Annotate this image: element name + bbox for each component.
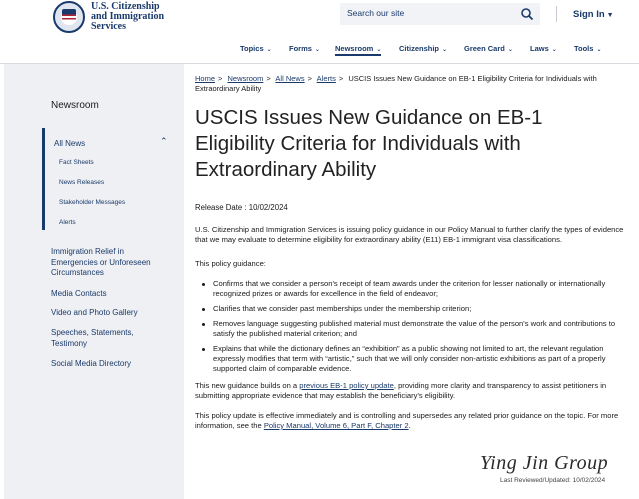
uscis-seal-logo[interactable] — [53, 1, 85, 33]
agency-name[interactable] — [91, 2, 164, 32]
list-item: Clarifies that we consider past memberships under the membership criterion; — [195, 304, 625, 314]
main-nav — [0, 44, 639, 58]
breadcrumb-home[interactable]: Home — [195, 74, 216, 83]
nav-tools[interactable] — [574, 44, 601, 53]
nav-newsroom[interactable] — [335, 44, 381, 56]
sidebar-item-news-releases[interactable]: News Releases — [59, 179, 105, 186]
sidebar-item-social-media[interactable]: Social Media Directory — [51, 359, 132, 368]
breadcrumb-alerts[interactable]: Alerts — [316, 74, 336, 83]
agency-line-1: U.S. Citizenship — [91, 1, 160, 12]
breadcrumb-newsroom[interactable]: Newsroom — [227, 74, 264, 83]
list-item: Explains that while the dictionary defines an “exhibition” as a public showing not limited to art, the relevant regulation expressly modifies that term with “artistic,” such that we will only consider non-artistic exhibitions as part of a properly supported claim of comparable evidence. — [195, 344, 625, 374]
sign-in-label: Sign In — [573, 9, 605, 20]
search-icon[interactable] — [520, 7, 534, 21]
main-content — [195, 74, 625, 431]
chevron-down-icon: ⌄ — [314, 47, 320, 53]
guidance-text-end: , providing more clarity and transparency to assist petitioners in submitting appropriate evidence that may establish the beneficiary's eligibility. — [195, 381, 607, 400]
guidance-list — [195, 279, 625, 374]
nav-citizenship[interactable] — [399, 44, 447, 53]
caret-down-icon: ▼ — [606, 12, 614, 19]
sidebar-item-fact-sheets[interactable]: Fact Sheets — [59, 159, 94, 166]
list-item: Confirms that we consider a person's receipt of team awards under the criterion for lesser nationally or internationally recognized prizes or awards for excellence in the field of endeavor; — [195, 279, 625, 299]
search-placeholder: Search our site — [347, 8, 405, 18]
search-input[interactable] — [340, 3, 540, 25]
seal-shield-icon — [62, 9, 76, 25]
effective-text-end: . — [408, 421, 411, 430]
sidebar-item-stakeholder-messages[interactable]: Stakeholder Messages — [59, 199, 126, 206]
sign-in-button[interactable] — [573, 9, 614, 20]
list-item: Removes language suggesting published material must demonstrate the value of the person's work and contributions to satisfy the published material criterion; and — [195, 319, 625, 339]
intro-paragraph: U.S. Citizenship and Immigration Services is issuing policy guidance in our Policy Manual to further clarify the types of evidence that we may evaluate to determine eligibility for extraordinary ability (E11) EB-1 immigrant visa classifications. — [195, 225, 624, 244]
site-header — [0, 0, 639, 64]
sidebar-item-immigration-relief[interactable]: Immigration Relief in Emergencies or Unforeseen Circumstances — [51, 247, 151, 277]
policy-manual-link[interactable]: Policy Manual, Volume 6, Part F, Chapter 2 — [263, 421, 409, 430]
release-date: Release Date : 10/02/2024 — [195, 203, 288, 212]
page-title: USCIS Issues New Guidance on EB-1 Eligibility Criteria for Individuals with Extraordinary Ability — [195, 106, 543, 181]
nav-laws-label: Laws — [530, 44, 549, 53]
breadcrumb-current: USCIS Issues New Guidance on EB-1 Eligibility Criteria for Individuals with Extraordinary Ability — [195, 74, 597, 93]
effective-paragraph — [195, 411, 625, 431]
chevron-down-icon: ⌄ — [551, 47, 557, 53]
chevron-down-icon: ⌄ — [376, 47, 382, 53]
sidebar-item-speeches[interactable]: Speeches, Statements, Testimony — [51, 328, 134, 348]
last-reviewed: Last Reviewed/Updated: 10/02/2024 — [500, 477, 606, 484]
sidebar-group-all-news — [42, 128, 184, 230]
chevron-down-icon: ⌄ — [266, 47, 272, 53]
nav-green-card[interactable] — [464, 44, 513, 53]
nav-newsroom-label: Newsroom — [335, 44, 374, 53]
chevron-up-icon[interactable]: ⌃ — [160, 136, 168, 146]
header-divider — [556, 6, 557, 22]
effective-text-start: This policy update is effective immediately and is controlling and supersedes any related prior guidance on the topic. For more information, see the — [195, 411, 619, 430]
chevron-down-icon: ⌄ — [507, 47, 513, 53]
agency-line-2: and Immigration — [91, 11, 165, 22]
lead-paragraph: This policy guidance: — [195, 259, 266, 268]
breadcrumb: Home > Newsroom > All News > Alerts > USCIS Issues New Guidance on EB-1 Eligibility Criteria for Individuals with Extraordinary Ability — [195, 74, 597, 93]
sidebar-item-all-news[interactable]: All News — [54, 139, 86, 148]
sidebar-item-video-photo-gallery[interactable]: Video and Photo Gallery — [51, 308, 138, 317]
chevron-down-icon: ⌄ — [596, 47, 602, 53]
nav-forms-label: Forms — [289, 44, 312, 53]
breadcrumb-all-news[interactable]: All News — [275, 74, 305, 83]
nav-citizenship-label: Citizenship — [399, 44, 440, 53]
guidance-paragraph — [195, 381, 625, 401]
nav-laws[interactable] — [530, 44, 557, 53]
nav-tools-label: Tools — [574, 44, 594, 53]
watermark-signature: Ying Jin Group — [480, 452, 609, 474]
agency-line-3: Services — [91, 21, 126, 32]
guidance-text-start: This new guidance builds on a — [195, 381, 300, 390]
sidebar — [4, 64, 184, 499]
nav-topics-label: Topics — [240, 44, 264, 53]
nav-forms[interactable] — [289, 44, 320, 53]
nav-green-card-label: Green Card — [464, 44, 505, 53]
nav-topics[interactable] — [240, 44, 272, 53]
previous-eb1-update-link[interactable]: previous EB-1 policy update — [299, 381, 394, 390]
chevron-down-icon: ⌄ — [442, 47, 448, 53]
sidebar-title: Newsroom — [51, 100, 99, 111]
sidebar-item-alerts[interactable]: Alerts — [59, 219, 76, 226]
sidebar-item-media-contacts[interactable]: Media Contacts — [51, 289, 107, 298]
